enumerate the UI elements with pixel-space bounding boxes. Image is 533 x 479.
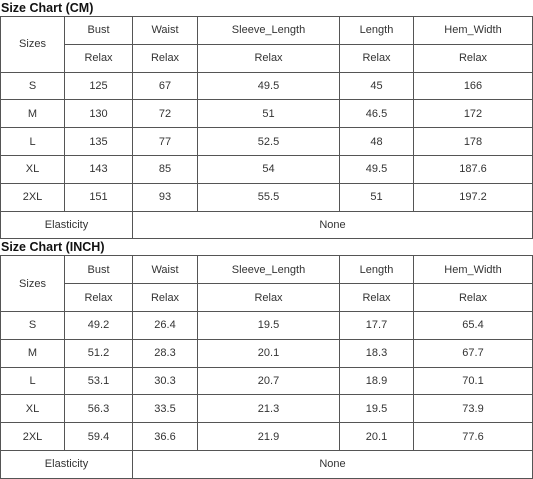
sizes-header: Sizes — [1, 256, 65, 312]
waist-header: Waist — [133, 256, 198, 284]
length-header: Length — [340, 17, 414, 45]
bust-header: Bust — [65, 256, 133, 284]
size-cell: M — [1, 339, 65, 367]
table-cell: 135 — [65, 128, 133, 156]
table-cell: 20.7 — [198, 367, 340, 395]
table-row — [1, 423, 533, 451]
header-row — [1, 17, 533, 45]
table-cell: 65.4 — [414, 311, 533, 339]
table-cell: 77 — [133, 128, 198, 156]
size-cell: 2XL — [1, 183, 65, 211]
size-cell: L — [1, 367, 65, 395]
fit-cell: Relax — [198, 284, 340, 312]
table-cell: 21.3 — [198, 395, 340, 423]
fit-cell: Relax — [414, 284, 533, 312]
table-cell: 51 — [198, 100, 340, 128]
bust-header: Bust — [65, 17, 133, 45]
fit-row — [1, 284, 533, 312]
table-cell: 151 — [65, 183, 133, 211]
table-cell: 143 — [65, 155, 133, 183]
fit-row — [1, 44, 533, 72]
size-chart-inch-table — [0, 255, 533, 478]
table-cell: 187.6 — [414, 155, 533, 183]
elasticity-value: None — [133, 450, 533, 478]
table-cell: 67 — [133, 72, 198, 100]
table-cell: 46.5 — [340, 100, 414, 128]
size-cell: M — [1, 100, 65, 128]
table-row — [1, 155, 533, 183]
table-cell: 70.1 — [414, 367, 533, 395]
table-cell: 21.9 — [198, 423, 340, 451]
table-cell: 52.5 — [198, 128, 340, 156]
table-cell: 55.5 — [198, 183, 340, 211]
table-cell: 178 — [414, 128, 533, 156]
size-cell: S — [1, 72, 65, 100]
fit-cell: Relax — [340, 44, 414, 72]
size-cell: 2XL — [1, 423, 65, 451]
table-cell: 26.4 — [133, 311, 198, 339]
table-cell: 20.1 — [340, 423, 414, 451]
table-cell: 53.1 — [65, 367, 133, 395]
table-cell: 45 — [340, 72, 414, 100]
table-cell: 49.2 — [65, 311, 133, 339]
table-cell: 17.7 — [340, 311, 414, 339]
table-cell: 197.2 — [414, 183, 533, 211]
table-row — [1, 128, 533, 156]
size-cell: L — [1, 128, 65, 156]
table-cell: 18.9 — [340, 367, 414, 395]
table-cell: 19.5 — [340, 395, 414, 423]
table-cell: 51.2 — [65, 339, 133, 367]
table-cell: 30.3 — [133, 367, 198, 395]
sleeve-length-header: Sleeve_Length — [198, 256, 340, 284]
header-row — [1, 256, 533, 284]
table-cell: 67.7 — [414, 339, 533, 367]
fit-cell: Relax — [198, 44, 340, 72]
table-cell: 77.6 — [414, 423, 533, 451]
fit-cell: Relax — [340, 284, 414, 312]
table-cell: 20.1 — [198, 339, 340, 367]
fit-cell: Relax — [65, 44, 133, 72]
fit-cell: Relax — [133, 284, 198, 312]
length-header: Length — [340, 256, 414, 284]
fit-cell: Relax — [133, 44, 198, 72]
table-row — [1, 100, 533, 128]
elasticity-label: Elasticity — [1, 450, 133, 478]
table-cell: 166 — [414, 72, 533, 100]
table-cell: 49.5 — [198, 72, 340, 100]
table-cell: 93 — [133, 183, 198, 211]
table-cell: 130 — [65, 100, 133, 128]
table-cell: 73.9 — [414, 395, 533, 423]
table-cell: 51 — [340, 183, 414, 211]
sleeve-length-header: Sleeve_Length — [198, 17, 340, 45]
size-cell: XL — [1, 155, 65, 183]
hem-width-header: Hem_Width — [414, 256, 533, 284]
waist-header: Waist — [133, 17, 198, 45]
table-cell: 59.4 — [65, 423, 133, 451]
table-cell: 36.6 — [133, 423, 198, 451]
table-cell: 85 — [133, 155, 198, 183]
sizes-header: Sizes — [1, 17, 65, 73]
table-cell: 72 — [133, 100, 198, 128]
elasticity-label: Elasticity — [1, 211, 133, 239]
table-cell: 49.5 — [340, 155, 414, 183]
size-cell: S — [1, 311, 65, 339]
table-row — [1, 72, 533, 100]
table-row — [1, 339, 533, 367]
hem-width-header: Hem_Width — [414, 17, 533, 45]
table-row — [1, 395, 533, 423]
table-cell: 19.5 — [198, 311, 340, 339]
elasticity-value: None — [133, 211, 533, 239]
size-chart-cm-table — [0, 16, 533, 239]
table-cell: 172 — [414, 100, 533, 128]
table-cell: 48 — [340, 128, 414, 156]
table-cell: 28.3 — [133, 339, 198, 367]
size-chart-inch-title: Size Chart (INCH) — [1, 240, 105, 255]
table-cell: 18.3 — [340, 339, 414, 367]
table-row — [1, 367, 533, 395]
table-cell: 33.5 — [133, 395, 198, 423]
table-cell: 54 — [198, 155, 340, 183]
size-cell: XL — [1, 395, 65, 423]
table-cell: 125 — [65, 72, 133, 100]
elasticity-row — [1, 450, 533, 478]
fit-cell: Relax — [414, 44, 533, 72]
table-row — [1, 311, 533, 339]
table-cell: 56.3 — [65, 395, 133, 423]
elasticity-row — [1, 211, 533, 239]
fit-cell: Relax — [65, 284, 133, 312]
table-row — [1, 183, 533, 211]
size-chart-cm-title: Size Chart (CM) — [1, 1, 94, 15]
